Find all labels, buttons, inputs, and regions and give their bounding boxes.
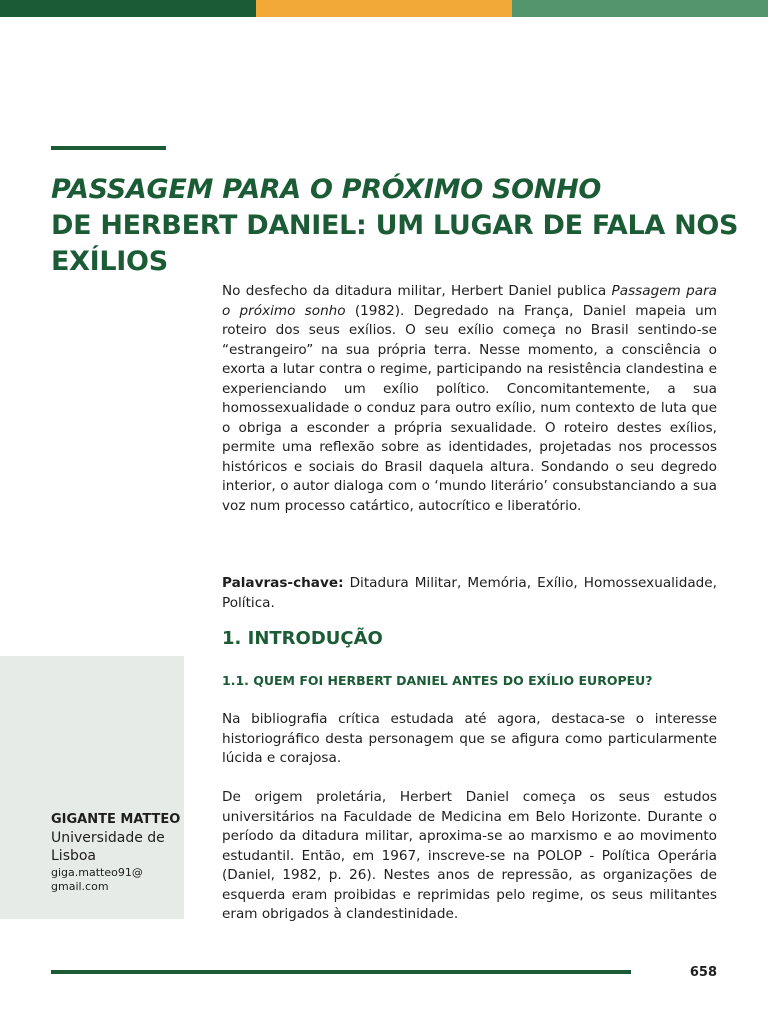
header-bar-orange (256, 0, 512, 17)
body-paragraph-1 (222, 710, 717, 769)
paragraph-text: Na bibliografia crítica estudada até agora, destaca-se o interesse historiográfico desta personagem que se afigura como particularmente lúcida e corajosa. (222, 711, 717, 766)
keywords-text: Ditadura Militar, Memória, Exílio, Homossexualidade, Política. (222, 575, 717, 611)
article-title-rest: DE HERBERT DANIEL: UM LUGAR DE FALA NOS EXÍLIOS (51, 210, 739, 277)
author-block (51, 811, 181, 894)
footer-rule (51, 970, 631, 974)
paragraph-text: De origem proletária, Herbert Daniel começa os seus estudos universitários na Faculdade de Medicina em Belo Horizonte. Durante o período da ditadura militar, aproxima-se ao marxismo e ao movimento estudantil. Então, em 1967, inscreve-se na POLOP - Política Operária (Daniel, 1982, p. 26). Nestes anos de repressão, as organizações de esquerda eram proibidas e reprimidas pelo regime, os seus militantes eram obrigados à clandestinidade. (222, 789, 717, 922)
body-paragraph-2 (222, 788, 717, 925)
article-title-italic: PASSAGEM PARA O PRÓXIMO SONHO (51, 174, 602, 205)
abstract-lead: No desfecho da ditadura militar, Herbert Daniel publica (222, 283, 607, 299)
header-bar-mid-green (512, 0, 768, 17)
section-heading: 1. INTRODUÇÃO (222, 628, 383, 649)
abstract-body: (1982). Degredado na França, Daniel mapeia um roteiro dos seus exílios. O seu exílio começa no Brasil sentindo-se “estrangeiro” na sua própria terra. Nesse momento, a consciência o exorta a lutar contra o regime, participando na resistência clandestina e experienciando um exílio político. Concomitantemente, a sua homossexualidade o conduz para outro exílio, num contexto de luta que o obriga a esconder a própria sexualidade. O roteiro destes exílios, permite uma reflexão sobre as identidades, projetadas nos processos históricos e sociais do Brasil daquela altura. Sondando o seu degredo interior, o autor dialoga com o ‘mundo literário’ consubstanciando a sua voz num processo catártico, autocrítico e liberatório. (222, 302, 717, 514)
keywords-label: Palavras-chave: (222, 575, 344, 591)
author-institution: Universidade de Lisboa (51, 830, 165, 864)
keywords (222, 574, 717, 613)
title-rule (51, 146, 166, 150)
subsection-heading: 1.1. QUEM FOI HERBERT DANIEL ANTES DO EXÍLIO EUROPEU? (222, 673, 653, 688)
author-name: GIGANTE MATTEO (51, 812, 181, 827)
abstract-book-title: Passagem para o próximo sonho (222, 283, 717, 319)
article-title (51, 172, 741, 280)
page-number: 658 (689, 965, 717, 980)
header-bar-dark-green (0, 0, 256, 17)
abstract (222, 282, 717, 516)
author-email: giga.matteo91@ gmail.com (51, 866, 143, 893)
